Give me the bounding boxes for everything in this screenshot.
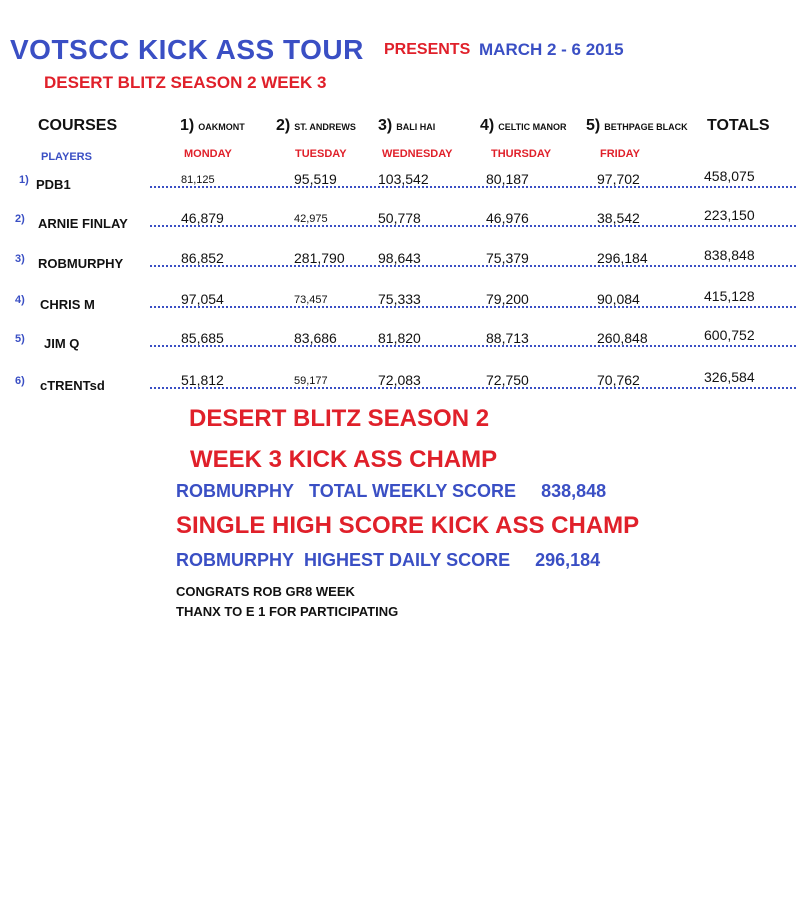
- score-cell: 81,820: [378, 330, 421, 346]
- weekly-champ-score: 838,848: [541, 481, 607, 501]
- player-name: PDB1: [36, 177, 71, 192]
- course-name: BALI HAI: [396, 122, 436, 132]
- presents-label: PRESENTS: [384, 41, 471, 58]
- row-rank: 4): [15, 294, 25, 306]
- score-cell: 260,848: [597, 330, 648, 346]
- day-label: WEDNESDAY: [382, 148, 453, 160]
- score-cell: 97,702: [597, 171, 640, 187]
- total-cell: 838,848: [704, 247, 755, 263]
- champ-title-line1: DESERT BLITZ SEASON 2: [189, 405, 490, 432]
- course-header: [480, 117, 567, 135]
- weekly-champ-player: ROBMURPHY: [176, 481, 295, 501]
- total-cell: 326,584: [704, 369, 755, 385]
- course-number: 2): [276, 117, 291, 134]
- total-cell: 600,752: [704, 327, 755, 343]
- score-cell: 75,379: [486, 250, 529, 266]
- score-cell: 98,643: [378, 250, 421, 266]
- course-name: OAKMONT: [198, 122, 245, 132]
- score-cell: 59,177: [294, 375, 328, 387]
- course-header: [378, 117, 435, 135]
- row-divider: [150, 265, 796, 267]
- score-cell: 50,778: [378, 210, 421, 226]
- totals-header: TOTALS: [707, 117, 770, 134]
- row-divider: [150, 345, 796, 347]
- score-cell: 81,125: [181, 174, 215, 186]
- score-cell: 72,083: [378, 372, 421, 388]
- score-cell: 80,187: [486, 171, 529, 187]
- day-label: MONDAY: [184, 148, 232, 160]
- course-header: [276, 117, 356, 135]
- score-cell: 79,200: [486, 291, 529, 307]
- day-label: FRIDAY: [600, 148, 640, 160]
- score-cell: 88,713: [486, 330, 529, 346]
- row-rank: 3): [15, 253, 25, 265]
- row-divider: [150, 186, 796, 188]
- score-cell: 72,750: [486, 372, 529, 388]
- player-name: CHRIS M: [40, 297, 95, 312]
- row-rank: 1): [19, 174, 29, 186]
- daily-champ-score: 296,184: [535, 550, 601, 570]
- day-label: TUESDAY: [295, 148, 347, 160]
- course-number: 4): [480, 117, 495, 134]
- score-cell: 281,790: [294, 250, 345, 266]
- total-cell: 223,150: [704, 207, 755, 223]
- total-cell: 415,128: [704, 288, 755, 304]
- course-number: 5): [586, 117, 601, 134]
- row-divider: [150, 225, 796, 227]
- player-name: ROBMURPHY: [38, 256, 124, 271]
- weekly-champ-label: TOTAL WEEKLY SCORE: [309, 481, 517, 501]
- event-dates: MARCH 2 - 6 2015: [479, 40, 624, 59]
- course-name: BETHPAGE BLACK: [604, 122, 688, 132]
- row-divider: [150, 306, 796, 308]
- daily-champ-line: [176, 550, 600, 571]
- score-cell: 85,685: [181, 330, 224, 346]
- score-cell: 103,542: [378, 171, 429, 187]
- score-cell: 90,084: [597, 291, 640, 307]
- score-cell: 38,542: [597, 210, 640, 226]
- event-subtitle: DESERT BLITZ SEASON 2 WEEK 3: [44, 73, 327, 92]
- score-cell: 70,762: [597, 372, 640, 388]
- score-cell: 86,852: [181, 250, 224, 266]
- score-cell: 97,054: [181, 291, 224, 307]
- course-number: 1): [180, 117, 195, 134]
- row-rank: 2): [15, 213, 25, 225]
- score-cell: 296,184: [597, 250, 648, 266]
- players-header: PLAYERS: [41, 151, 92, 163]
- score-cell: 95,519: [294, 171, 337, 187]
- score-cell: 46,976: [486, 210, 529, 226]
- daily-champ-player: ROBMURPHY: [176, 550, 295, 570]
- course-name: ST. ANDREWS: [294, 122, 356, 132]
- course-name: CELTIC MANOR: [498, 122, 567, 132]
- high-score-champ-title: SINGLE HIGH SCORE KICK ASS CHAMP: [176, 512, 640, 539]
- course-header: [586, 117, 688, 135]
- thanks-note: THANX TO E 1 FOR PARTICIPATING: [176, 604, 399, 619]
- congrats-note: CONGRATS ROB GR8 WEEK: [176, 584, 355, 599]
- day-label: THURSDAY: [491, 148, 552, 160]
- total-cell: 458,075: [704, 168, 755, 184]
- player-name: ARNIE FINLAY: [38, 216, 128, 231]
- score-cell: 75,333: [378, 291, 421, 307]
- score-cell: 42,975: [294, 213, 328, 225]
- player-name: cTRENTsd: [40, 378, 105, 393]
- page-title: VOTSCC KICK ASS TOUR: [10, 34, 364, 65]
- course-header: [180, 117, 245, 135]
- row-rank: 6): [15, 375, 25, 387]
- score-cell: 46,879: [181, 210, 224, 226]
- daily-champ-label: HIGHEST DAILY SCORE: [304, 550, 511, 570]
- weekly-champ-line: [176, 481, 606, 502]
- course-number: 3): [378, 117, 393, 134]
- score-cell: 51,812: [181, 372, 224, 388]
- score-cell: 83,686: [294, 330, 337, 346]
- champ-title-line2: WEEK 3 KICK ASS CHAMP: [190, 446, 498, 473]
- score-cell: 73,457: [294, 294, 328, 306]
- row-rank: 5): [15, 333, 25, 345]
- row-divider: [150, 387, 796, 389]
- player-name: JIM Q: [44, 336, 80, 351]
- courses-header: COURSES: [38, 117, 118, 134]
